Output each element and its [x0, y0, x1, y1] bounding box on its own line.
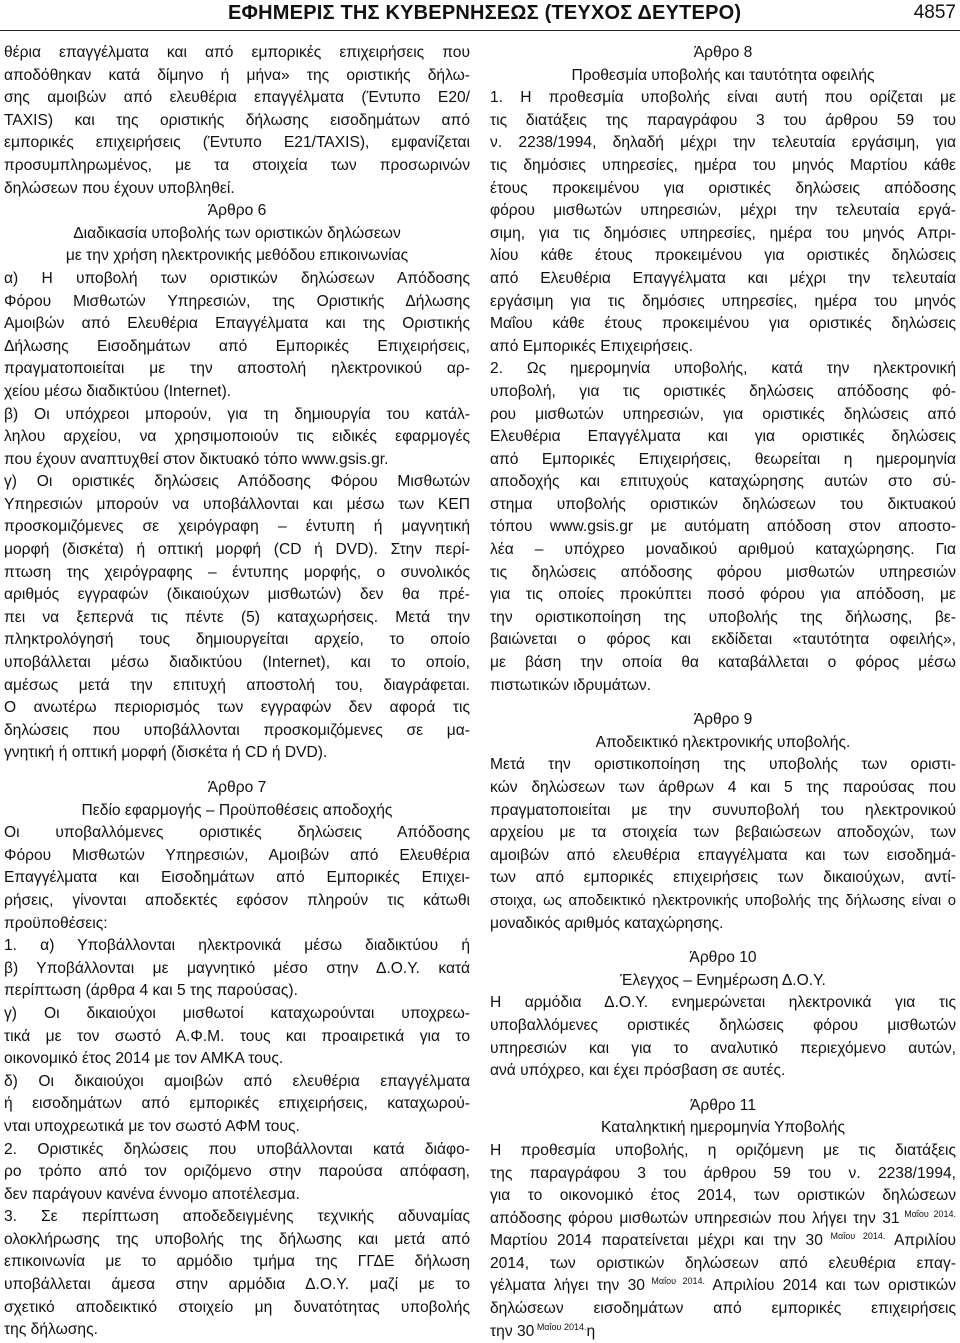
text-line: Επαγγέλματα και Εισοδημάτων από Εμπορικές Επιχει- — [4, 869, 470, 887]
article-10-heading: Άρθρο 10 — [689, 949, 757, 967]
article-9-title: Αποδεικτικό ηλεκτρονικής υποβολής. — [595, 733, 851, 751]
text-line: των από εμπορικές επιχειρήσεις των δικαιούχων, αντί- — [490, 869, 956, 887]
text-line: εμπορικές επιχειρήσεις (Έντυπο Ε21/TAXIS), εμφανίζεται — [4, 134, 470, 152]
text-line: τις δηλώσεις απόδοσης φόρου μισθωτών υπηρεσιών — [490, 563, 956, 581]
text-line: πραγματοποιείται με την συνυποβολή του ηλεκτρονικού — [490, 801, 956, 819]
text-line: την οριστικοποίηση της υποβολής της δήλωσης, βε- — [490, 608, 956, 626]
article-9-heading: Άρθρο 9 — [693, 711, 753, 729]
text-line: TAXIS) και της οριστικής δήλωσης εισοδημάτων από — [4, 111, 470, 129]
text-line: της παραγράφου 3 του άρθρου 59 του ν. 2238/1994, — [490, 1164, 956, 1182]
text-line — [490, 1230, 956, 1253]
text-line: τικά με τον σωστό Α.Φ.Μ. τους και προαιρετικά για το — [4, 1027, 470, 1045]
text-line: πληκτρολόγησή τους δημιουργείται αρχείο, το οποίο — [4, 631, 470, 649]
article-11-heading: Άρθρο 11 — [689, 1096, 756, 1114]
text-line: χείου μέσω διαδικτύου (Internet). — [4, 382, 232, 400]
text-line: ρου μισθωτών υπηρεσιών, για οριστικές δηλώσεις από — [490, 405, 956, 423]
text-line: φόρου μισθωτών υπηρεσιών, μέχρι την τελευταία εργά- — [490, 202, 956, 220]
text-line: αποδοχής και επιτυχούς καταχώρησης αυτών στο σύ- — [490, 473, 956, 491]
article-6-title: Διαδικασία υποβολής των οριστικών δηλώσεων — [73, 224, 401, 242]
text-line — [490, 1275, 956, 1298]
text-line: στοιχα, ως αποδεικτικό ηλεκτρονικής υποβολής της δήλωσης είναι ο — [490, 892, 956, 909]
line-part: Απριλίου — [885, 1232, 956, 1250]
text-line: Μετά την οριστικοποίηση της υποβολής των οριστι- — [490, 756, 956, 774]
page-header — [0, 0, 960, 30]
text-line: Δήλωσης Εισοδημάτων από Εμπορικές Επιχειρήσεις, — [4, 337, 470, 355]
superscript: Μαΐου 2014. — [644, 1276, 706, 1287]
text-line: από Ελευθέρια Επαγγέλματα και μέχρι την τελευταία — [490, 269, 956, 287]
text-line: θέρια επαγγέλματα και από εμπορικές επιχειρήσεις που — [4, 44, 470, 61]
text-line: β) Υποβάλλονται με μαγνητικό μέσο στην Δ.Ο.Υ. κατά — [4, 959, 470, 977]
text-line: δηλώσεων εισοδημάτων από εμπορικές επιχειρήσεις — [490, 1300, 956, 1318]
superscript: Μαΐου 2014. — [899, 1208, 956, 1219]
text-line: τις δημόσιες υπηρεσίες, ημέρα του μηνός Μαρτίου κάθε — [490, 156, 956, 174]
text-line: περίπτωση (άρθρα 4 και 5 της παρούσας). — [4, 982, 298, 1000]
text-line: 3. Σε περίπτωση αποδεδειγμένης τεχνικής αδυναμίας — [4, 1208, 470, 1226]
text-line: της δήλωσης. — [4, 1321, 98, 1339]
text-line: 1. α) Υποβάλλονται ηλεκτρονικά μέσω διαδικτύου ή — [4, 937, 470, 955]
superscript: Μαΐου 2014. — [822, 1231, 886, 1242]
text-line: ή εισοδημάτων από εμπορικές επιχειρήσεις, καταχωρού- — [4, 1095, 470, 1113]
text-line: προσυμπληρωμένος, με τα στοιχεία των προσωρινών — [4, 156, 470, 174]
text-line: με βάση την οποία θα καταβάλλεται ο φόρος μέσω — [490, 654, 956, 672]
text-line: τις διατάξεις της παραγράφου 3 του άρθρου 59 του — [490, 111, 956, 129]
article-8-heading: Άρθρο 8 — [693, 44, 753, 61]
line-part: Απριλίου 2014 και των οριστικών — [705, 1277, 956, 1295]
text-line: εργάσιμη για τις δημόσιες υπηρεσίες, ημέρα του μηνός — [490, 292, 956, 310]
text-line: επικοινωνία με το αρμόδιο τμήμα της ΓΓΔΕ δήλωση — [4, 1253, 470, 1271]
text-line: δ) Οι δικαιούχοι αμοιβών από ελευθέρια επαγγέλματα — [4, 1072, 470, 1090]
text-line: αριθμός εγγραφών (δικαιούχων μισθωτών) δεν θα πρέ- — [4, 586, 470, 604]
text-line: γ) Οι δικαιούχοι μισθωτοί καταχωρούνται υποχρεω- — [4, 1004, 470, 1022]
text-line: από Εμπορικές Επιχειρήσεις. — [490, 337, 693, 355]
text-line: λίου κάθε έτους προκειμένου για οριστικές δηλώσεις — [490, 247, 956, 265]
text-line — [490, 1321, 956, 1343]
text-line: πιστωτικών ιδρυμάτων. — [490, 676, 652, 694]
text-line: πραγματοποιείται με την αποστολή ηλεκτρονικού αρ- — [4, 360, 470, 378]
text-line: ρο τρόπο από τον οριζόμενο στην παρούσα απόφαση, — [4, 1163, 470, 1181]
text-line: αποδόθηκαν κατά δίμηνο ή μήνα» της οριστικής δήλω- — [4, 66, 470, 84]
text-line: σιμη, για τις δημόσιες υπηρεσίες, ημέρα του μηνός Απρι- — [490, 224, 956, 242]
text-line: Οι υποβαλλόμενες οριστικές δηλώσεις Απόδοσης — [4, 824, 470, 842]
text-line: σχετικό αποδεικτικό στοιχείο μη δυνατότητας υποβολής — [4, 1298, 470, 1316]
text-line: προϋποθέσεις: — [4, 914, 108, 932]
text-line: για το οικονομικό έτος 2014, των οριστικών δηλώσεων — [490, 1187, 956, 1205]
text-line: ρήσεις, γίνονται αποδεκτές εφόσον πληρούν τις κάτωθι — [4, 891, 470, 909]
text-line: νται υποχρεωτικά με τον σωστό ΑΦΜ τους. — [4, 1117, 300, 1135]
text-line: υποβαλλόμενες οριστικές δηλώσεις φόρου μισθωτών — [490, 1016, 956, 1034]
line-part: απόδοσης φόρου μισθωτών υπηρεσιών που λήγει την 31 — [490, 1209, 900, 1227]
text-line: μοναδικός αριθμός καταχώρησης. — [490, 914, 724, 932]
text-line: από Εμπορικές Επιχειρήσεις, θεωρείται η ημερομηνία — [490, 450, 956, 468]
text-line: αρχείου με τα στοιχεία των βεβαιώσεων αποδοχών, των — [490, 824, 956, 842]
superscript: Μαΐου 2014. — [534, 1321, 587, 1332]
header-rule — [0, 30, 960, 31]
article-8-title: Προθεσμία υποβολής και ταυτότητα οφειλής — [571, 66, 875, 84]
text-line: 2. Οριστικές δηλώσεις που υποβάλλονται κατά διάφο- — [4, 1140, 470, 1158]
text-line: τόπου www.gsis.gr με αυτόματη απόδοση στον αποστο- — [490, 518, 956, 536]
text-line: έτους προκειμένου για οριστικές δηλώσεις απόδοσης — [490, 179, 956, 197]
text-line: αμέσως μετά την επιτυχή αποστολή του, διαγράφεται. — [4, 676, 470, 694]
right-column — [490, 42, 956, 1343]
text-line: υποβάλλεται μέσω διαδικτύου (Internet), και το οποίο, — [4, 654, 470, 672]
left-column — [4, 42, 470, 1342]
text-line: Η προθεσμία υποβολής, η οριζόμενη με τις διατάξεις — [490, 1141, 956, 1159]
article-7-heading: Άρθρο 7 — [207, 779, 267, 796]
text-line: ανά υπόχρεο, και έχει πρόσβαση σε αυτές. — [490, 1062, 786, 1080]
text-line: σης αμοιβών από ελευθέρια επαγγέλματα (Έντυπο Ε20/ — [4, 89, 470, 107]
article-11-title: Καταληκτική ημερομηνία Υποβολής — [601, 1119, 845, 1137]
text-line: 2. Ως ημερομηνία υποβολής, κατά την ηλεκτρονική — [490, 360, 956, 378]
line-part: την 30 — [490, 1322, 535, 1340]
gazette-title: ΕΦΗΜΕΡΙΣ ΤΗΣ ΚΥΒΕΡΝΗΣΕΩΣ (ΤΕΥΧΟΣ ΔΕΥΤΕΡΟ) — [228, 2, 742, 24]
text-line: 2014, των οριστικών δηλώσεων από ελευθέρια επαγ- — [490, 1254, 956, 1272]
text-line: β) Οι υπόχρεοι μπορούν, για τη δημιουργία του κατάλ- — [4, 405, 470, 423]
text-line: 1. Η προθεσμία υποβολής είναι αυτή που ορίζεται με — [490, 89, 956, 107]
article-6-heading: Άρθρο 6 — [207, 202, 267, 220]
text-line: για τις οποίες προκύπτει ποσό φόρου για απόδοση, με — [490, 586, 956, 604]
text-line: Η αρμόδια Δ.Ο.Υ. ενημερώνεται ηλεκτρονικά για τις — [490, 994, 956, 1012]
text-line: αμοιβών από ελευθέρια επαγγέλματα και των εισοδημά- — [490, 846, 956, 864]
text-line: α) Η υποβολή των οριστικών δηλώσεων Απόδοσης — [4, 269, 470, 287]
text-line: δηλώσεων που έχουν υποβληθεί. — [4, 179, 235, 197]
text-line: ολοκλήρωσης της υποβολής της δήλωσης και μετά από — [4, 1230, 470, 1248]
text-line: μορφή (δισκέτα) ή οπτική μορφή (CD ή DVD). Στην περί- — [4, 541, 470, 559]
line-part: Μαρτίου 2014 παρατείνεται μέχρι και την 30 — [490, 1232, 823, 1250]
article-6-title: με την χρήση ηλεκτρονικής μεθόδου επικοινωνίας — [65, 247, 409, 265]
text-line: Φόρου Μισθωτών Υπηρεσιών, Αμοιβών από Ελευθέρια — [4, 846, 470, 864]
text-line: πτωση της χειρόγραφης – έντυπης μορφής, ο συνολικός — [4, 563, 470, 581]
text-line: Ο ανωτέρω περιορισμός των εγγραφών δεν αφορά τις — [4, 699, 470, 717]
line-part: γέλματα λήγει την 30 — [490, 1277, 645, 1295]
text-line: λέα – υπόχρεο μοναδικού αριθμού καταχώρησης. Για — [490, 541, 956, 559]
text-line: γνητική ή οπτική μορφή (δισκέτα ή CD ή DVD). — [4, 744, 328, 762]
text-line: ληλου αρχείου, να χρησιμοποιούν τις ειδικές εφαρμογές — [4, 428, 470, 446]
text-line: που έχουν αναπτυχθεί στον δικτυακό τόπο www.gsis.gr. — [4, 450, 389, 468]
text-line: δεν παράγουν κανένα έννομο αποτέλεσμα. — [4, 1185, 300, 1203]
text-line: υπηρεσιών και για το αναλυτικό περιεχόμενο αυτών, — [490, 1039, 956, 1057]
text-line: βαιώνεται ο φόρος και εκδίδεται «ταυτότητα οφειλής», — [490, 631, 956, 649]
text-line: ν. 2238/1994, δηλαδή μέχρι την τελευταία εργάσιμη, για — [490, 134, 956, 152]
text-line: υποβάλλεται άμεσα στην αρμόδια Δ.Ο.Υ. μαζί με το — [4, 1276, 470, 1294]
text-line: Μαΐου κάθε έτους προκειμένου για οριστικές δηλώσεις — [490, 315, 956, 333]
text-line: γ) Οι οριστικές δηλώσεις Απόδοσης Φόρου Μισθωτών — [4, 473, 470, 491]
text-line: Αμοιβών από Ελευθέρια Επαγγέλματα και της Οριστικής — [4, 315, 470, 333]
text-line: δηλώσεις που υποβάλλονται προσκομιζόμενες σε μα- — [4, 721, 470, 739]
text-line: πει να ξεπερνά τις πέντε (5) καταχωρήσεις. Μετά την — [4, 608, 470, 626]
article-10-title: Έλεγχος – Ενημέρωση Δ.Ο.Υ. — [620, 971, 826, 989]
text-line: στημα υποβολής οριστικών δηλώσεων του δικτυακού — [490, 495, 956, 513]
page-number: 4857 — [913, 2, 956, 23]
text-line: υποβολή, για τις οριστικές δηλώσεις απόδοσης φό- — [490, 382, 956, 400]
text-line: προσκομιζόμενες σε χειρόγραφη – έντυπη ή μαγνητική — [4, 518, 470, 536]
line-part: η — [586, 1322, 596, 1340]
text-line — [490, 1208, 956, 1231]
text-line: κών δηλώσεων των άρθρων 4 και 5 της παρούσας που — [490, 779, 956, 796]
text-line: Φόρου Μισθωτών Υπηρεσιών, της Οριστικής Δήλωσης — [4, 292, 470, 310]
text-line: Ελευθέρια Επαγγέλματα και για οριστικές δηλώσεις — [490, 428, 956, 446]
text-line: Υπηρεσιών μπορούν να υποβάλλονται και μέσω των ΚΕΠ — [4, 495, 470, 513]
article-7-title: Πεδίο εφαρμογής – Προϋποθέσεις αποδοχής — [81, 801, 393, 819]
text-line: οικονομικό έτος 2014 με τον ΑΜΚΑ τους. — [4, 1050, 284, 1068]
